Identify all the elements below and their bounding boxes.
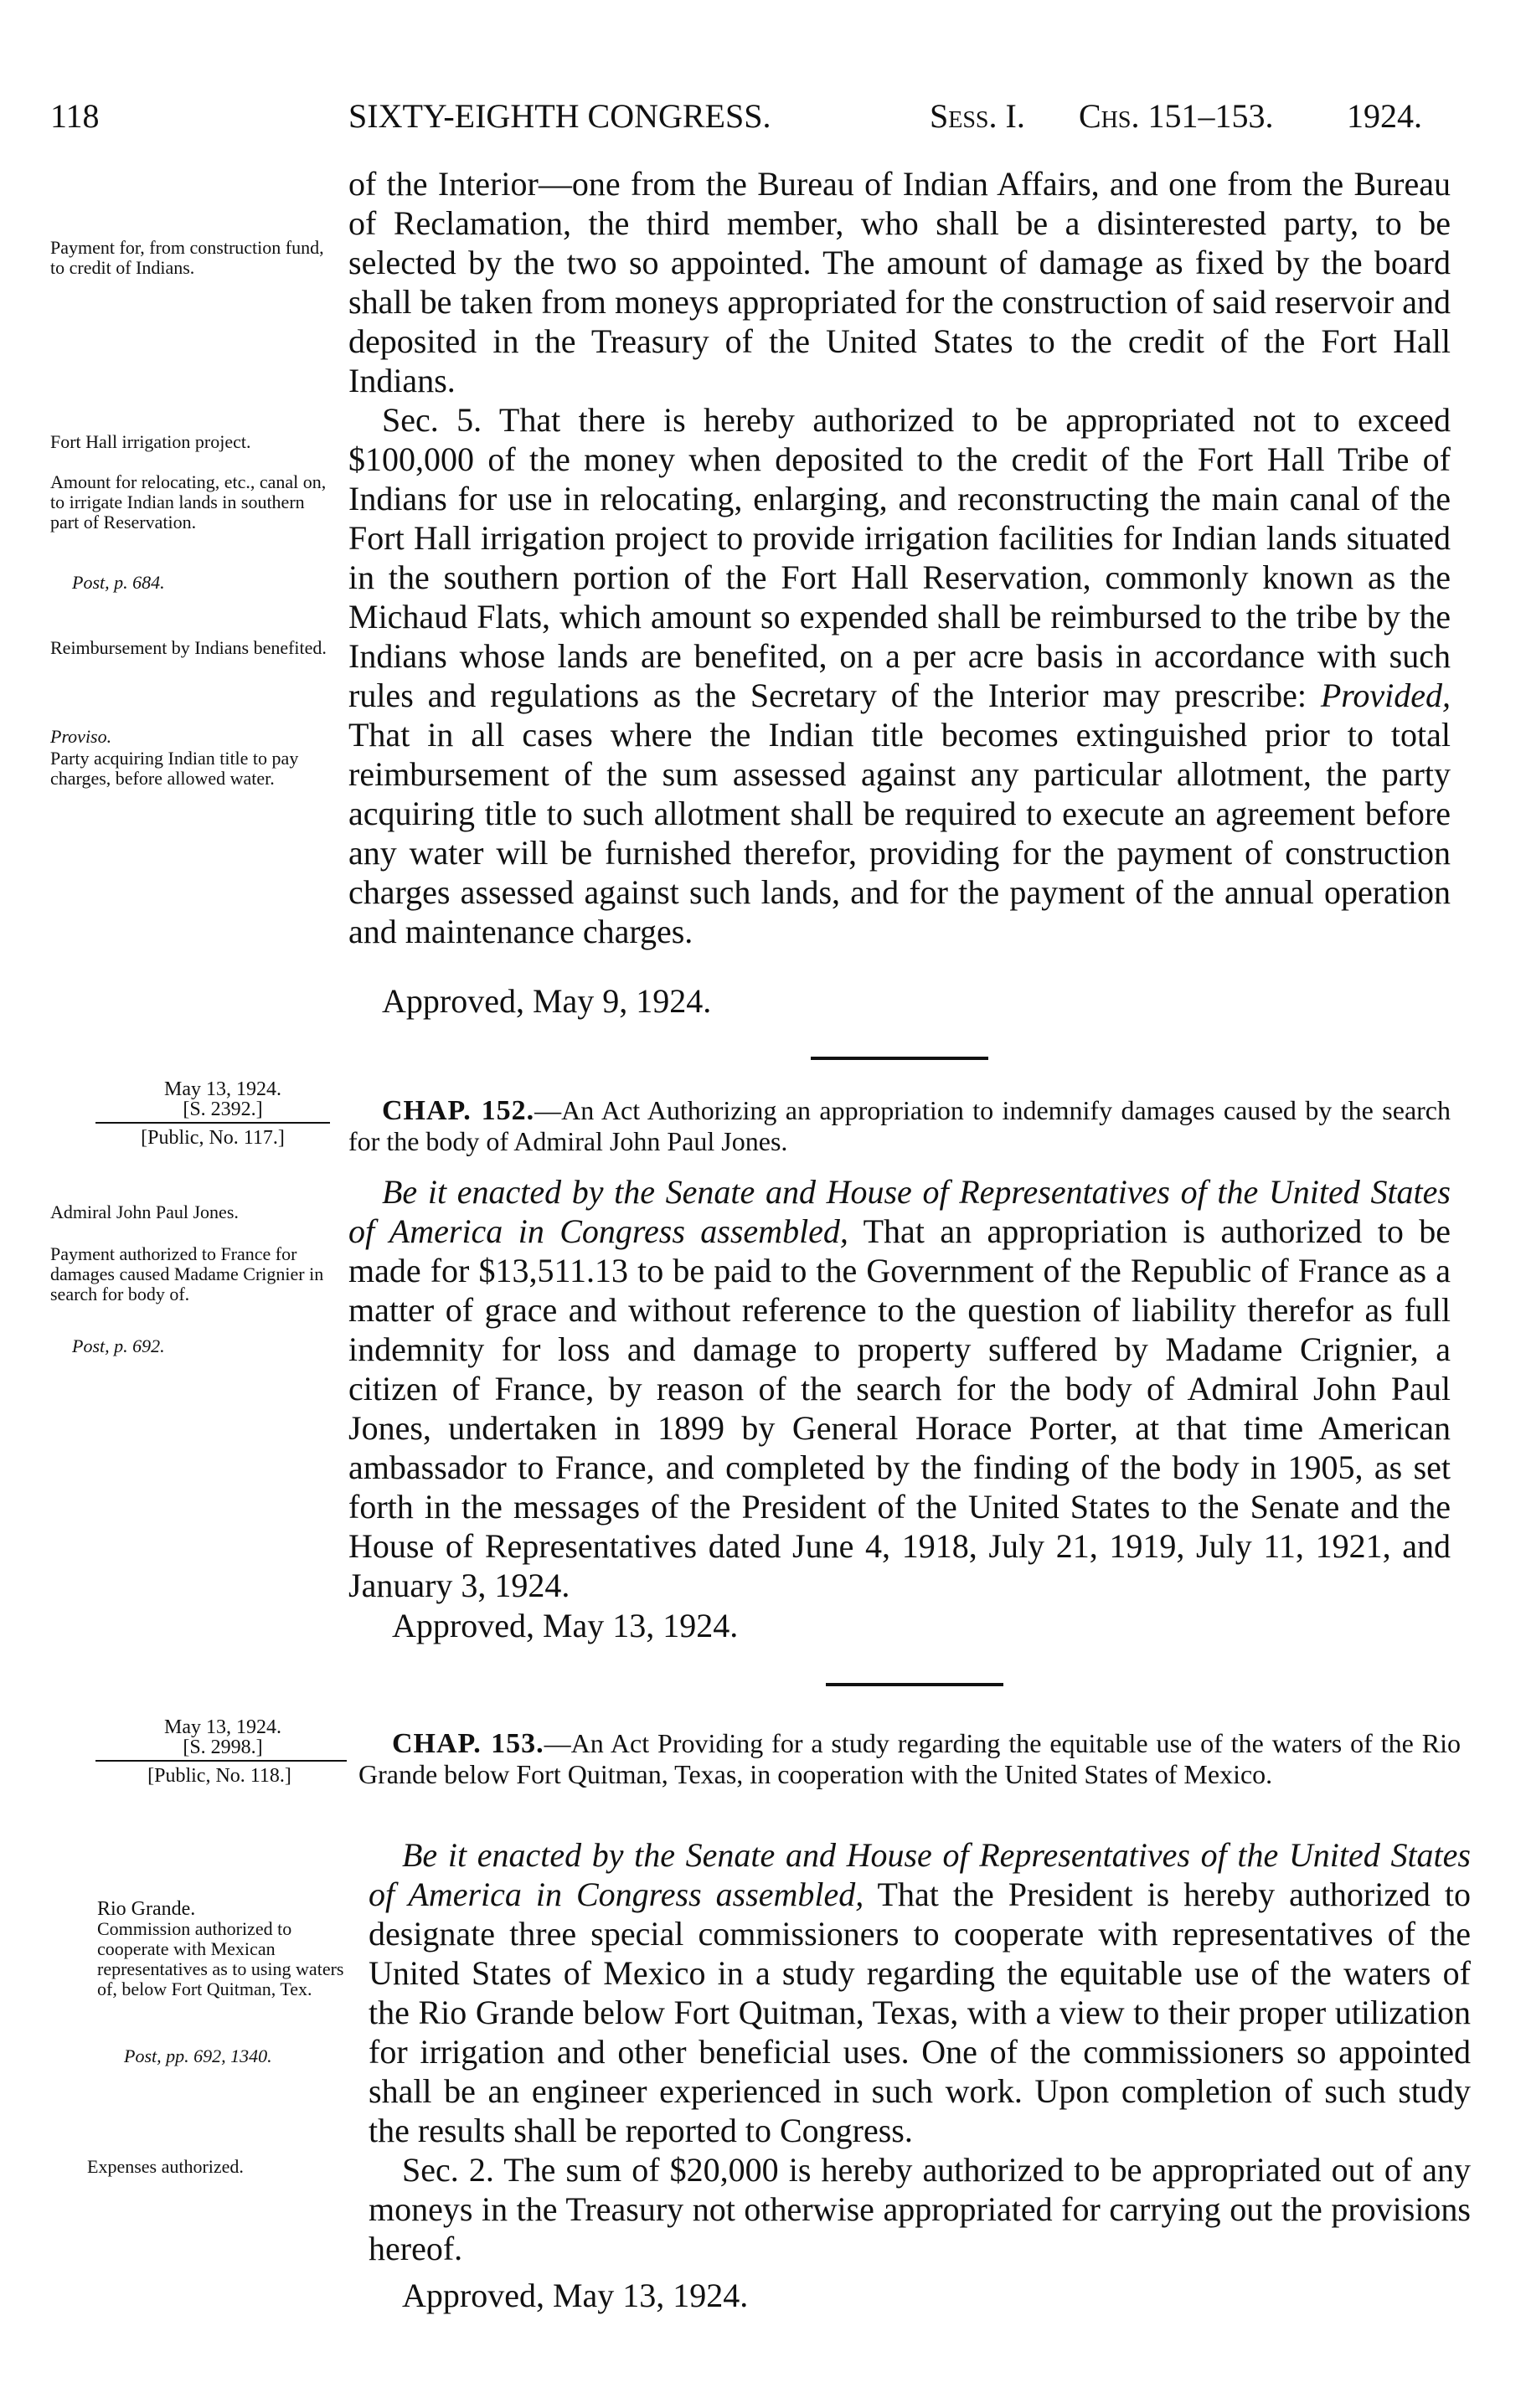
- chapters-label: Chs. 151–153.: [1079, 97, 1274, 135]
- year-label: 1924.: [1347, 97, 1422, 135]
- page-number: 118: [50, 97, 100, 135]
- chap153-bill: [S. 2998.]: [183, 1737, 263, 1758]
- margin-payment-france: Payment authorized to France for damages caused Madame Crignier in search for body of.: [50, 1243, 324, 1304]
- running-header: [50, 87, 1466, 146]
- chap152-title: —An Act Authorizing an appropriation to indemnify damages caused by the search for the body of Admiral John Paul Jones.: [348, 1095, 1451, 1156]
- chap151-text: [348, 164, 1451, 951]
- congress-title: SIXTY-EIGHTH CONGRESS.: [348, 97, 771, 135]
- margin-fort-hall: Fort Hall irrigation project.: [50, 431, 251, 452]
- chap151-approved: Approved, May 9, 1924.: [382, 982, 712, 1020]
- chap153-approved: Approved, May 13, 1924.: [402, 2277, 749, 2314]
- chap153-side-rule: [95, 1760, 347, 1762]
- chap153-label: CHAP. 153.: [392, 1728, 544, 1759]
- chap151-para2: Sec. 5. That there is hereby authorized to be appropriated not to exceed $100,000 of the money when deposited to the credit of the Fort Hall Tribe of Indians for use in relocating, enlarging, and reconstructing the main canal of the Fort Hall irrigation project to provide irrigation facilities for Indian lands situated in the southern portion of the Fort Hall Reservation, commonly known as the Michaud Flats, which amount so expended shall be reimbursed to the tribe by the Indians whose lands are benefited, on a per acre basis in accordance with such rules and regulations as the Secretary of the Interior may prescribe: Provided, That in all cases where the Indian title becomes extinguished prior to total reimbursement of the sum assessed against any particular allotment, the party acquiring title to such allotment shall be required to execute an agreement before any water will be furnished therefor, providing for the payment of construction charges assessed against such lands, and for the payment of the annual operation and maintenance charges.: [348, 401, 1451, 950]
- chap153-title: —An Act Providing for a study regarding the equitable use of the waters of the Rio Grande below Fort Quitman, Texas, in cooperation with the United States of Mexico.: [358, 1728, 1461, 1789]
- chap153-public: [Public, No. 118.]: [147, 1765, 291, 1787]
- separator-rule-1: [811, 1057, 988, 1060]
- margin-payment: Payment for, from construction fund, to credit of Indians.: [50, 237, 324, 278]
- margin-expenses: Expenses authorized.: [87, 2156, 244, 2177]
- chap152-para: Be it enacted by the Senate and House of Representatives of the United States of America in Congress assembled, That an appropriation is authorized to be made for $13,511.13 to be paid to the Government of the Republic of France as a matter of grace and without reference to the question of liability therefor as full indemnity for loss and damage to property suffered by Madame Crignier, a citizen of France, by reason of the search for the body of Admiral John Paul Jones, undertaken in 1899 by General Horace Porter, at that time American ambassador to France, and completed by the finding of the body in 1905, as set forth in the messages of the President of the United States to the Senate and the House of Representatives dated June 4, 1918, July 21, 1919, July 11, 1921, and January 3, 1924.: [348, 1173, 1451, 1604]
- chap152-approved: Approved, May 13, 1924.: [392, 1607, 739, 1644]
- margin-post-692: Post, p. 692.: [72, 1335, 165, 1356]
- chap153-text: [369, 1835, 1471, 2268]
- margin-rio-grande: Rio Grande.: [97, 1898, 196, 1920]
- chap152-side-rule: [95, 1122, 330, 1124]
- separator-rule-2: [826, 1683, 1003, 1686]
- chap152-bill: [S. 2392.]: [183, 1099, 263, 1120]
- margin-post-684: Post, p. 684.: [72, 572, 165, 593]
- margin-reimbursement: Reimbursement by Indians benefited.: [50, 637, 327, 658]
- session-label: Sess. I.: [930, 97, 1025, 135]
- margin-proviso: Proviso.: [50, 726, 112, 747]
- chap153-heading: [358, 1728, 1461, 1789]
- margin-post-692-1340: Post, pp. 692, 1340.: [124, 2045, 272, 2066]
- chap151-para1: of the Interior—one from the Bureau of Indian Affairs, and one from the Bureau of Reclamation, the third member, who shall be a disinterested party, to be selected by the two so appointed. The amount of damage as fixed by the board shall be taken from moneys appropriated for the construction of said reservoir and deposited in the Treasury of the United States to the credit of the Fort Hall Indians.: [348, 165, 1451, 399]
- margin-admiral: Admiral John Paul Jones.: [50, 1201, 239, 1222]
- chap152-date: May 13, 1924.: [164, 1078, 281, 1100]
- margin-party: Party acquiring Indian title to pay charges, before allowed water.: [50, 748, 299, 789]
- chap152-label: CHAP. 152.: [382, 1095, 535, 1126]
- chap153-para1: Be it enacted by the Senate and House of Representatives of the United States of America in Congress assembled, That the President is hereby authorized to designate three special commissioners to cooperate with representatives of the United States of Mexico in a study regarding the equitable use of the waters of the Rio Grande below Fort Quitman, Texas, with a view to their proper utilization for irrigation and other beneficial uses. One of the commissioners so appointed shall be an engineer experienced in such work. Upon completion of such study the results shall be reported to Congress.: [369, 1836, 1471, 2149]
- chap153-date: May 13, 1924.: [164, 1716, 281, 1738]
- margin-amount: Amount for relocating, etc., canal on, to irrigate Indian lands in southern part of Reservation.: [50, 471, 327, 533]
- chap152-text: [348, 1172, 1451, 1605]
- chap152-public: [Public, No. 117.]: [141, 1127, 285, 1149]
- chap153-para2: Sec. 2. The sum of $20,000 is hereby authorized to be appropriated out of any moneys in the Treasury not otherwise appropriated for carrying out the provisions hereof.: [369, 2151, 1471, 2267]
- chap152-heading: [348, 1095, 1451, 1156]
- margin-commission: Commission authorized to cooperate with Mexican representatives as to using waters of, below Fort Quitman, Tex.: [97, 1918, 344, 1999]
